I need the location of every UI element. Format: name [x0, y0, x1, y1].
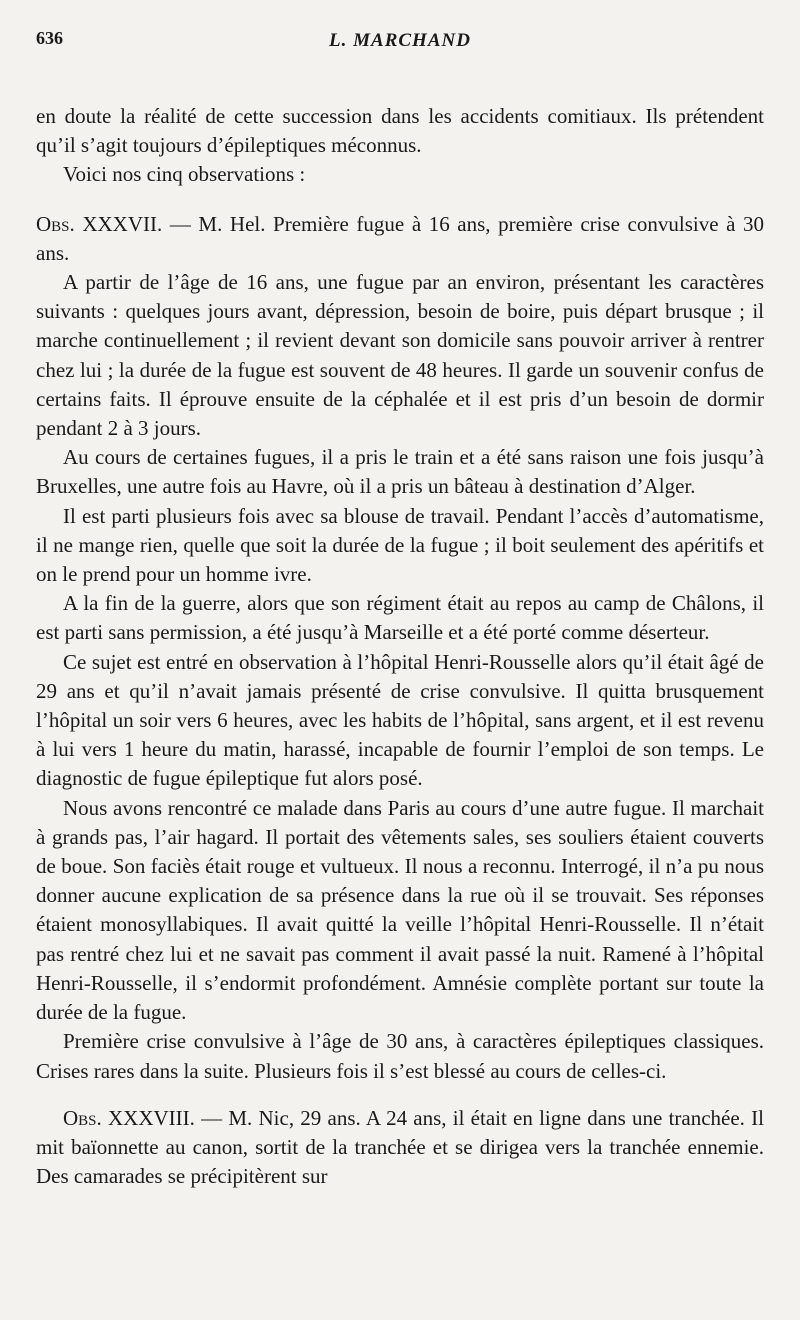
observation-text: — M. Hel. Première fugue à 16 ans, première crise convulsive à 30 ans.: [36, 211, 764, 265]
body-text: [36, 102, 764, 1191]
paragraph: Il est parti plusieurs fois avec sa blouse de travail. Pendant l’accès d’automatisme, il ne mange rien, quelle que soit la durée de la fugue ; il boit seulement des apéritifs et on le prend pour un homme ivre.: [36, 503, 764, 587]
paragraph: Au cours de certaines fugues, il a pris le train et a été sans raison une fois jusqu’à Bruxelles, une autre fois au Havre, où il a pris un bâteau à destination d’Alger.: [36, 445, 764, 499]
observation-label: Obs. XXXVII.: [36, 211, 163, 236]
observation-text: — M. Nic, 29 ans. A 24 ans, il était en ligne dans une tranchée. Il mit baïonnette au canon, sortit de la tranchée et se dirigea vers la tranchée ennemie. Des camarades se précipitèrent sur: [36, 1105, 764, 1189]
paragraph: Première crise convulsive à l’âge de 30 ans, à caractères épileptiques classiques. Crises rares dans la suite. Plusieurs fois il s’est blessé au cours de celles-ci.: [36, 1029, 764, 1083]
observation-heading: [36, 1104, 764, 1192]
paragraph: A partir de l’âge de 16 ans, une fugue par an environ, présentant les caractères suivants : quelques jours avant, dépression, besoin de boire, puis départ brusque ; il marche continuellement ; il revient devant son domicile sans pouvoir arriver à rentrer chez lui ; la durée de la fugue est souvent de 48 heures. Il garde un souvenir confus de certains faits. Il éprouve ensuite de la céphalée et il est pris d’un besoin de dormir pendant 2 à 3 jours.: [36, 270, 764, 441]
paragraph: Nous avons rencontré ce malade dans Paris au cours d’une autre fugue. Il marchait à grands pas, l’air hagard. Il portait des vêtements sales, ses souliers étaient couverts de boue. Son faciès était rouge et vultueux. Il nous a reconnu. Interrogé, il n’a pu nous donner aucune explication de sa présence dans la rue où il se trouvait. Ses réponses étaient monosyllabiques. Il avait quitté la veille l’hôpital Henri-Rousselle. Il n’était pas rentré chez lui et ne savait pas comment il avait passé la nuit. Ramené à l’hôpital Henri-Rousselle, il s’endormit profondément. Amnésie complète portant sur toute la durée de la fugue.: [36, 795, 764, 1025]
paragraph: Ce sujet est entré en observation à l’hôpital Henri-Rousselle alors qu’il était âgé de 29 ans et qu’il n’avait jamais présenté de crise convulsive. Il quitta brusquement l’hôpital un soir vers 6 heures, avec les habits de l’hôpital, sans argent, et il est revenu à lui vers 1 heure du matin, harassé, incapable de fournir l’emploi de son temps. Le diagnostic de fugue épileptique fut alors posé.: [36, 649, 764, 791]
paragraph: en doute la réalité de cette succession dans les accidents comitiaux. Ils prétendent qu’il s’agit toujours d’épileptiques méconnus.: [36, 104, 764, 158]
paragraph: A la fin de la guerre, alors que son régiment était au repos au camp de Châlons, il est parti sans permission, a été jusqu’à Marseille et a été porté comme déserteur.: [36, 591, 764, 645]
page-number: 636: [36, 28, 63, 48]
observation-label: Obs. XXXVIII.: [63, 1105, 195, 1130]
observation-heading: [36, 210, 764, 268]
running-head: L. MARCHAND: [329, 30, 471, 51]
paragraph: Voici nos cinq observations :: [63, 162, 306, 187]
